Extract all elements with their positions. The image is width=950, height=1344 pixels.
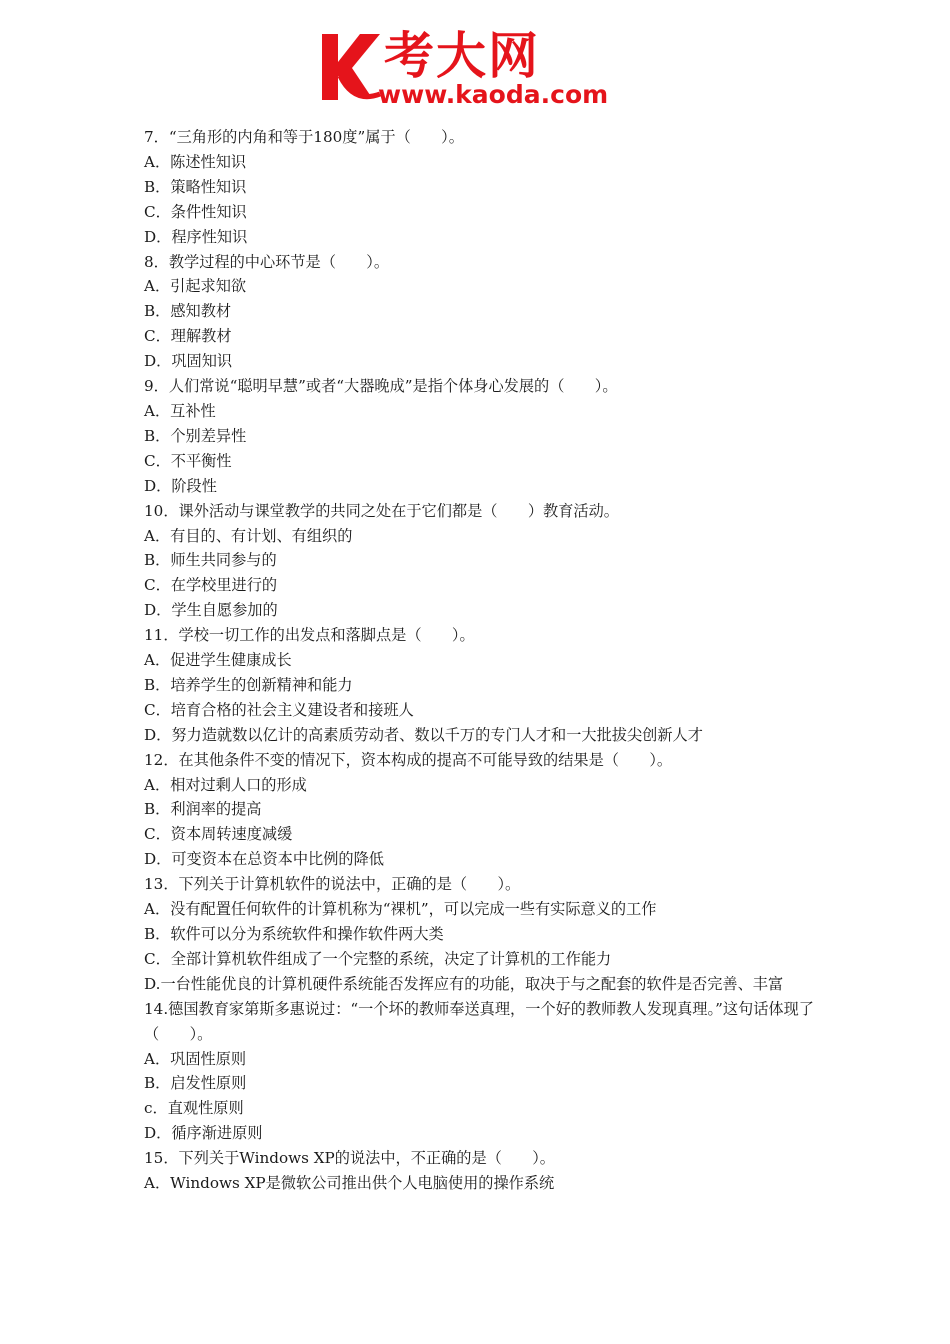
option: B．软件可以分为系统软件和操作软件两大类 [144,925,444,943]
option: D．阶段性 [144,476,217,495]
option: c．直观性原则 [144,1099,244,1118]
question-stem: 13．下列关于计算机软件的说法中，正确的是（ ）。 [144,875,521,894]
question-list [144,125,824,1196]
option: A．没有配置任何软件的计算机称为“裸机”，可以完成一些有实际意义的工作 [144,900,657,919]
option: B．策略性知识 [144,177,247,196]
option: C．培育合格的社会主义建设者和接班人 [144,700,414,719]
question-stem: 8．教学过程的中心环节是（ ）。 [144,252,390,271]
option: D.一台性能优良的计算机硬件系统能否发挥应有的功能，取决于与之配套的软件是否完善、丰富 [144,974,784,993]
option: D．可变资本在总资本中比例的降低 [144,850,384,869]
option: B．利润率的提高 [144,800,262,819]
option: A．Windows XP是微软公司推出供个人电脑使用的操作系统 [144,1174,555,1193]
question-stem: 12．在其他条件不变的情况下，资本构成的提高不可能导致的结果是（ ）。 [144,750,673,769]
option: C．理解教材 [144,327,232,346]
question-stem: 15．下列关于Windows XP的说法中，不正确的是（ ）。 [144,1149,555,1168]
option: A．相对过剩人口的形成 [144,775,307,794]
option: C．在学校里进行的 [144,576,278,595]
question-stem: 10．课外活动与课堂教学的共同之处在于它们都是（ ）教育活动。 [144,501,619,520]
option: A．引起求知欲 [144,277,247,296]
logo-url: www.kaoda.com [378,80,609,109]
option: C．不平衡性 [144,451,232,470]
question-stem: 11．学校一切工作的出发点和落脚点是（ ）。 [144,626,475,645]
option: D．巩固知识 [144,352,233,371]
option: D．循序渐进原则 [144,1124,263,1143]
option: A．促进学生健康成长 [144,651,292,670]
question-stem: 9．人们常说“聪明早慧”或者“大器晚成”是指个体身心发展的（ ）。 [144,377,618,396]
option: A．互补性 [144,401,216,420]
option: B．感知教材 [144,302,232,321]
option: B．培养学生的创新精神和能力 [144,675,353,694]
option: A．巩固性原则 [144,1049,247,1068]
question-stem: 14.德国教育家第斯多惠说过：“一个坏的教师奉送真理，一个好的教师教人发现真理。”这句话体现了（ ）。 [144,999,814,1043]
logo-title: 考大网 [384,27,540,85]
option: B．师生共同参与的 [144,551,277,570]
option: D．学生自愿参加的 [144,601,278,620]
k-letter-logo-icon [320,32,382,102]
option: C．全部计算机软件组成了一个完整的系统，决定了计算机的工作能力 [144,949,612,968]
option: D．努力造就数以亿计的高素质劳动者、数以千万的专门人才和一大批拔尖创新人才 [144,725,703,744]
option: B．启发性原则 [144,1074,247,1093]
option: A．陈述性知识 [144,152,247,171]
option: D．程序性知识 [144,227,248,246]
option: A．有目的、有计划、有组织的 [144,526,353,545]
question-stem: 7．“三角形的内角和等于180度”属于（ ）。 [144,128,464,146]
option: B．个别差异性 [144,426,247,445]
option: C．资本周转速度减缓 [144,825,293,844]
kaoda-logo [318,26,638,112]
option: C．条件性知识 [144,202,247,221]
